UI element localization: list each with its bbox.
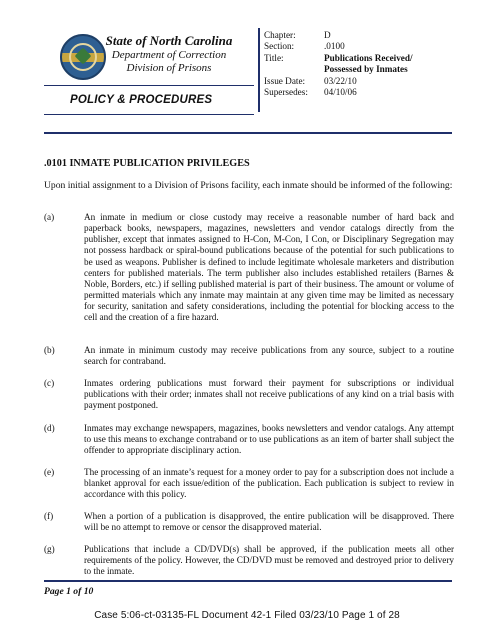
intro-paragraph: Upon initial assignment to a Division of Prisons facility, each inmate should be informed of the following:: [44, 180, 453, 191]
item-text: An inmate in minimum custody may receive publications from any source, subject to a routine search for contraband.: [84, 345, 454, 367]
item-label: (f): [44, 511, 54, 521]
page-number: Page 1 of 10: [44, 586, 94, 597]
policy-item: [44, 544, 454, 577]
document-meta: [264, 30, 484, 98]
case-stamp: Case 5:06-ct-03135-FL Document 42-1 Filed 03/23/10 Page 1 of 28: [94, 610, 400, 621]
policy-item: [44, 467, 454, 500]
policy-item: [44, 345, 454, 367]
policy-item: [44, 212, 454, 324]
item-label: (d): [44, 423, 55, 433]
policy-item: [44, 423, 454, 456]
item-label: (a): [44, 212, 55, 222]
item-text: An inmate in medium or close custody may receive a reasonable number of hard back and paperback books, newspapers, magazines, newsletters and vendor catalogs directly from the publisher, except that inmates assigned to H-Con, M-Con, I Con, or Disciplinary Segregation may not possess hardback or spiral-bound publications because of the potential for such publications to be used as weapons. Publisher is defined to include legitimate wholesale marketers and distribution centers for published materials. The term publisher also includes established retailers (Barnes & Noble, Borders, etc.) if selling published material is part of their business. The amount or volume of permitted materials which any inmate may maintain at any given time may be limited as necessary for security, sanitation and safety considerations, including the potential for blocking access to the cell and the creation of a fire hazard.: [84, 212, 454, 323]
meta-row: Possessed by Inmates: [324, 64, 408, 75]
meta-row: Supersedes: 04/10/06: [264, 87, 357, 98]
meta-row: Title: Publications Received/: [264, 52, 413, 63]
policy-item: [44, 511, 454, 533]
meta-row: Chapter: D: [264, 30, 331, 40]
department-seal-icon: [60, 34, 106, 80]
item-text: Inmates may exchange newspapers, magazines, books newsletters and vendor catalogs. Any attempt to use this means to exchange contraband or to use publications as an item of barter shall subject the offender to appropriate disciplinary action.: [84, 423, 454, 456]
department-name: Department of Correction: [111, 49, 227, 61]
meta-row: Section: .0100: [264, 41, 345, 52]
division-name: Division of Prisons: [126, 62, 212, 74]
item-label: (g): [44, 544, 55, 554]
item-text: Publications that include a CD/DVD(s) shall be approved, if the publication meets all other requirements of the policy. However, the CD/DVD must be removed and destroyed prior to delivery to the inmate.: [84, 544, 454, 577]
header-bottom-rule: [44, 132, 452, 134]
item-label: (e): [44, 467, 55, 477]
item-label: (b): [44, 345, 55, 355]
footer-rule: [44, 580, 452, 582]
organization-block: [104, 33, 234, 75]
policy-banner: [44, 85, 254, 115]
item-text: Inmates ordering publications must forward their payment for subscriptions or individual publications with their order; inmates shall not receive publications of any kind on a trial basis with payment postponed.: [84, 378, 454, 411]
item-label: (c): [44, 378, 55, 388]
item-text: When a portion of a publication is disapproved, the entire publication will be disapproved. There will be no attempt to remove or censor the disapproved material.: [84, 511, 454, 533]
section-title: .0101 INMATE PUBLICATION PRIVILEGES: [44, 158, 250, 169]
state-name: State of North Carolina: [105, 33, 233, 48]
meta-row: Issue Date: 03/22/10: [264, 75, 357, 86]
policy-item: [44, 378, 454, 411]
policy-banner-text: POLICY & PROCEDURES: [70, 94, 213, 106]
header-divider: [258, 28, 260, 112]
item-text: The processing of an inmate’s request for a money order to pay for a subscription does not include a blanket approval for each issue/edition of the publication. Each publication is subject to review in accordance with this policy.: [84, 467, 454, 500]
